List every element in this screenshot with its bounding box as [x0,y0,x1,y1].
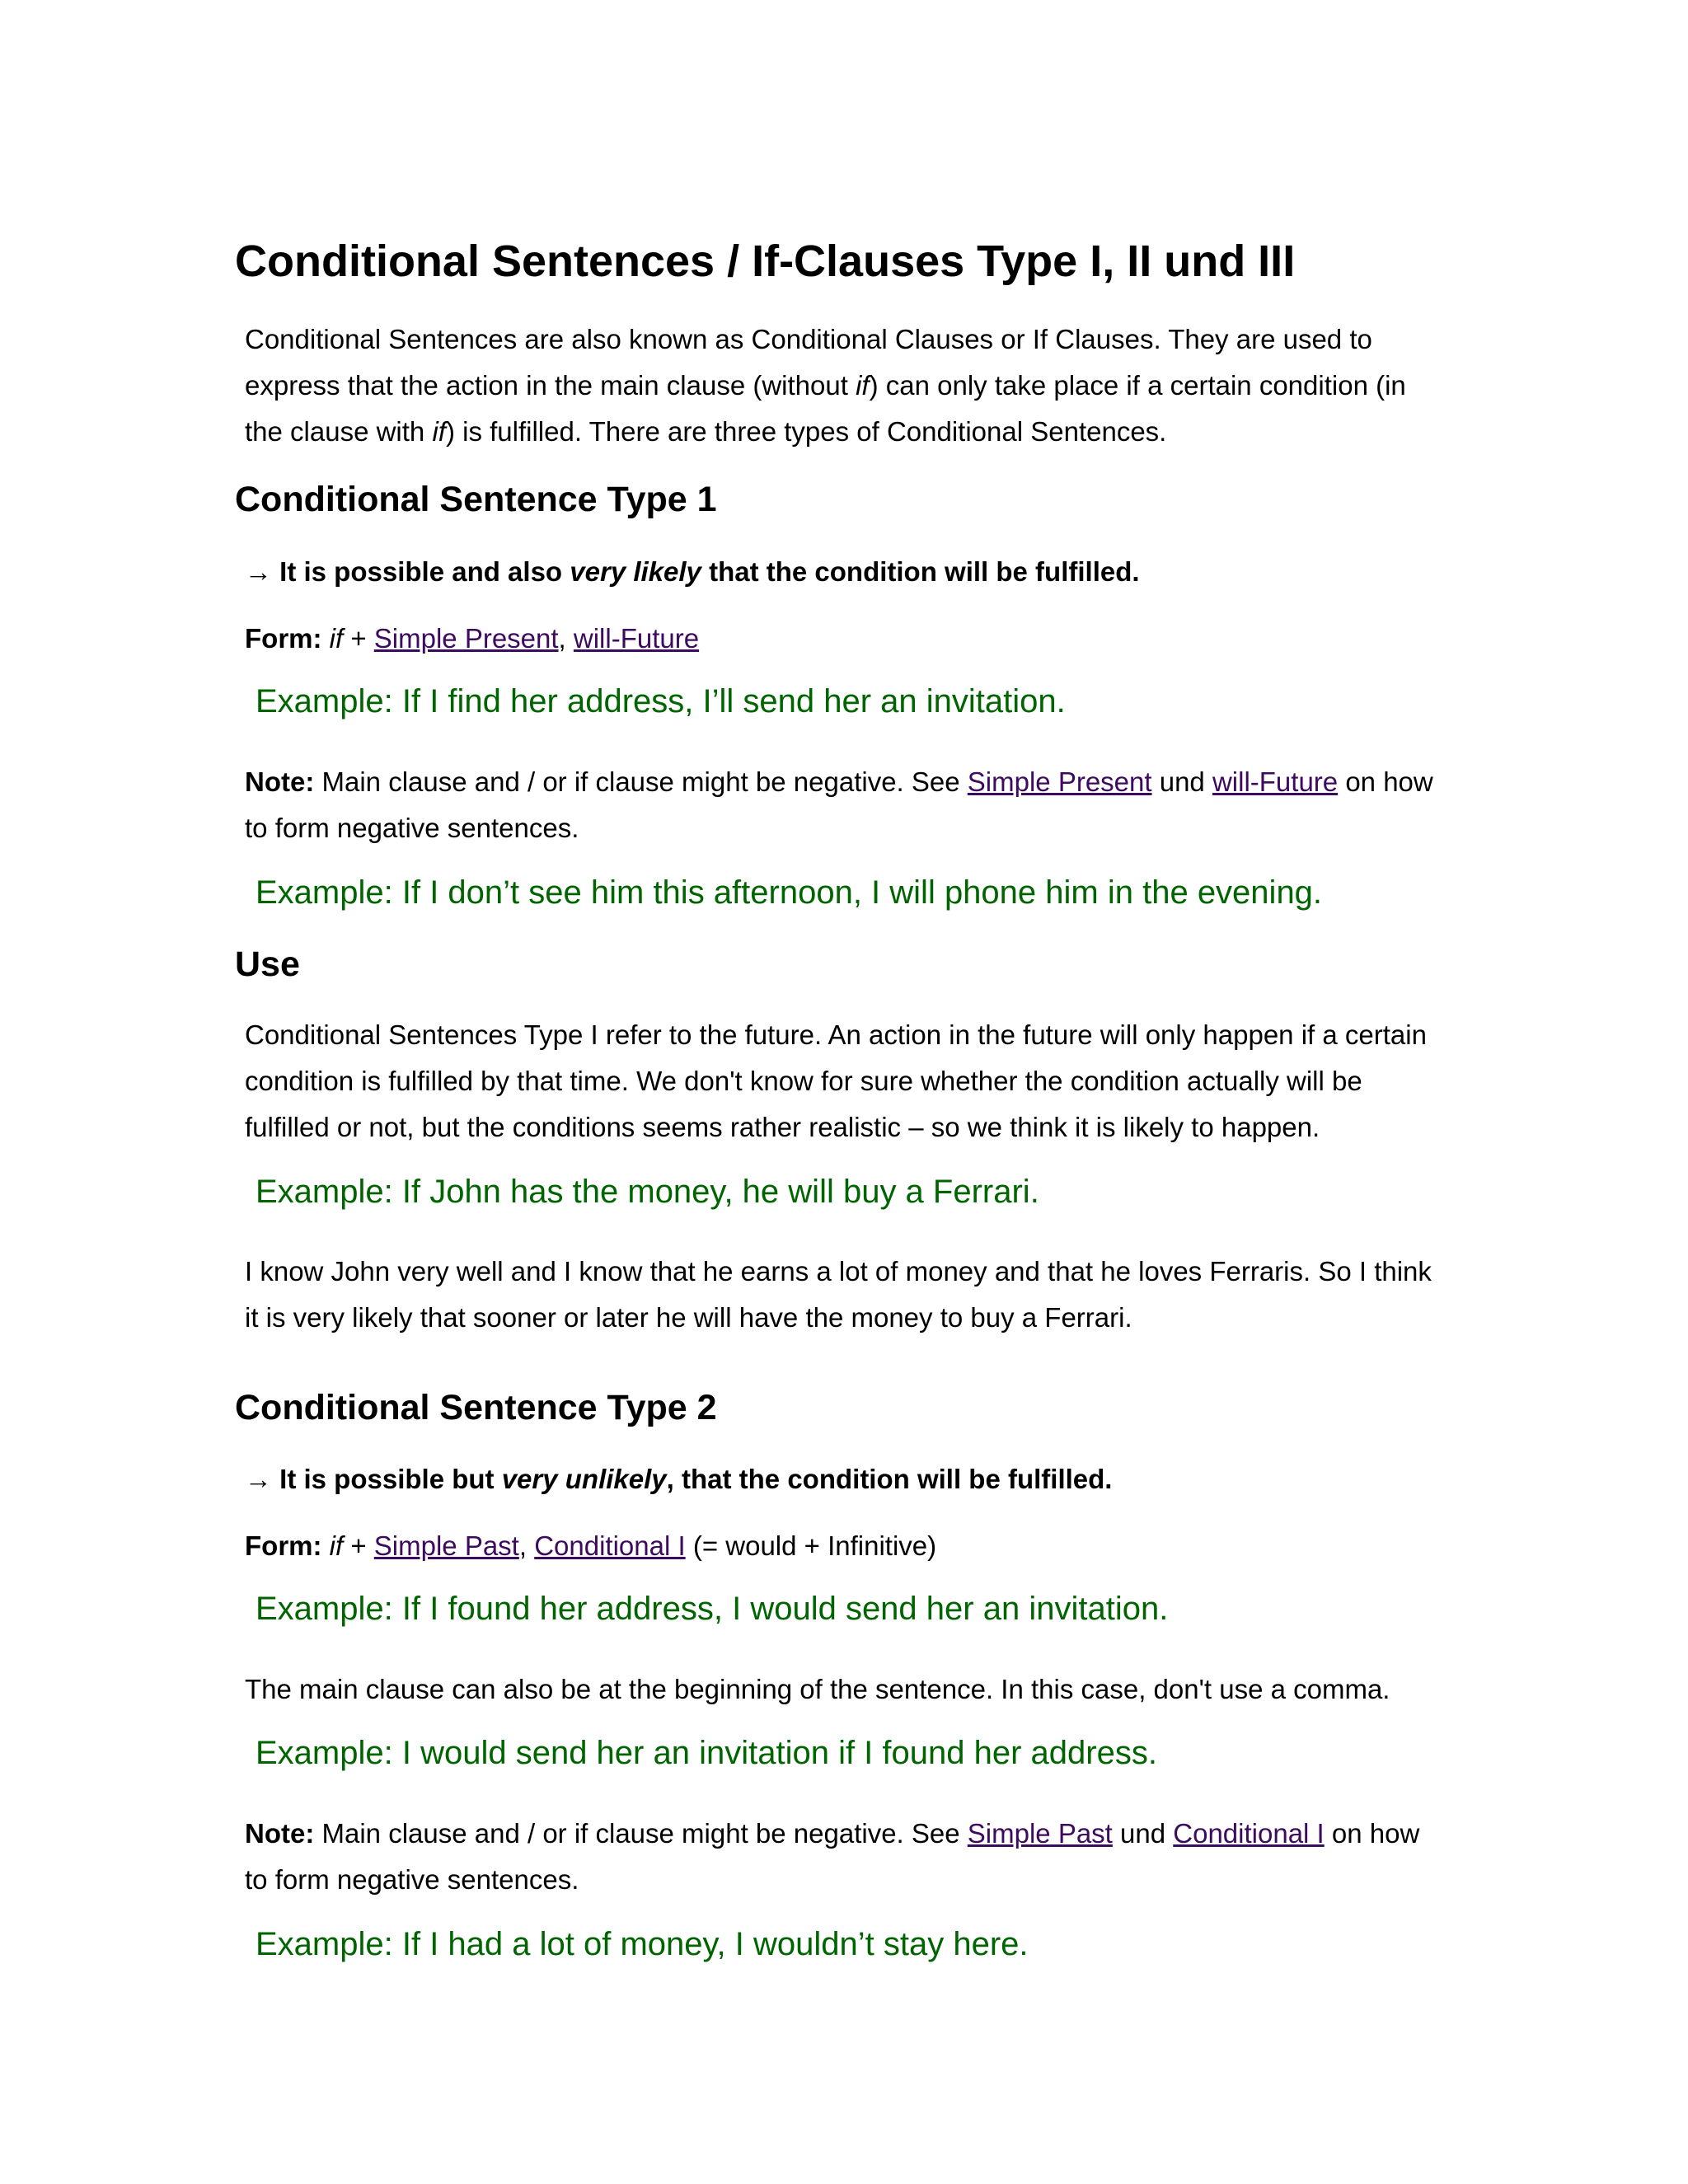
type2-heading: Conditional Sentence Type 2 [235,1388,717,1427]
type2-example-2: Example: I would send her an invitation if I found her address. [256,1735,1157,1771]
type1-lead: → It is possible and also very likely that the condition will be fulfilled. [245,556,1140,587]
type1-heading: Conditional Sentence Type 1 [235,480,717,519]
type2-lead: → It is possible but very unlikely, that the condition will be fulfilled. [245,1464,1113,1494]
type1-example-1: Example: If I find her address, I’ll send her an invitation. [256,683,1066,719]
conditional-i-link[interactable]: Conditional I [534,1530,686,1561]
use-example: Example: If John has the money, he will buy a Ferrari. [256,1174,1039,1210]
type2-note: Note: Main clause and / or if clause might be negative. See Simple Past und Conditional I on how to form negative sentences. [245,1818,1420,1895]
use-heading: Use [235,944,300,984]
will-future-link[interactable]: will-Future [573,623,700,654]
type2-main-clause-note: The main clause can also be at the beginning of the sentence. In this case, don't use a comma. [245,1674,1390,1704]
type2-example-1: Example: If I found her address, I would send her an invitation. [256,1591,1169,1627]
use-paragraph: Conditional Sentences Type I refer to the future. An action in the future will only happen if a certain condition is fulfilled by that time. We don't know for sure whether the condition actually will be fulfilled or not, but the conditions seems rather realistic – so we think it is likely to happen. [245,1019,1427,1142]
type1-note: Note: Main clause and / or if clause might be negative. See Simple Present und will-Future on how to form negative sentences. [245,766,1433,843]
page-title: Conditional Sentences / If-Clauses Type I, II und III [235,237,1296,286]
type2-form: Form: if + Simple Past, Conditional I (= would + Infinitive) [245,1530,937,1561]
type1-form: Form: if + Simple Present, will-Future [245,623,700,654]
intro-paragraph [245,316,1406,455]
will-future-link[interactable]: will-Future [1212,766,1339,797]
intro-line: express that the action in the main clause (without if) can only take place if a certain condition (in [245,370,1406,401]
simple-present-link[interactable]: Simple Present [967,766,1152,797]
type1-example-2: Example: If I don’t see him this afternoon, I will phone him in the evening. [256,874,1323,911]
type2-example-3: Example: If I had a lot of money, I wouldn’t stay here. [256,1926,1029,1962]
use-paragraph-2: I know John very well and I know that he earns a lot of money and that he loves Ferraris. So I think it is very likely that sooner or later he will have the money to buy a Ferrari. [245,1256,1432,1333]
simple-present-link[interactable]: Simple Present [373,623,559,654]
simple-past-link[interactable]: Simple Past [373,1530,519,1561]
intro-line: the clause with if) is fulfilled. There are three types of Conditional Sentences. [245,416,1167,447]
simple-past-link[interactable]: Simple Past [967,1818,1113,1849]
conditional-i-link[interactable]: Conditional I [1173,1818,1325,1849]
intro-line: Conditional Sentences are also known as Conditional Clauses or If Clauses. They are used to [245,324,1372,354]
